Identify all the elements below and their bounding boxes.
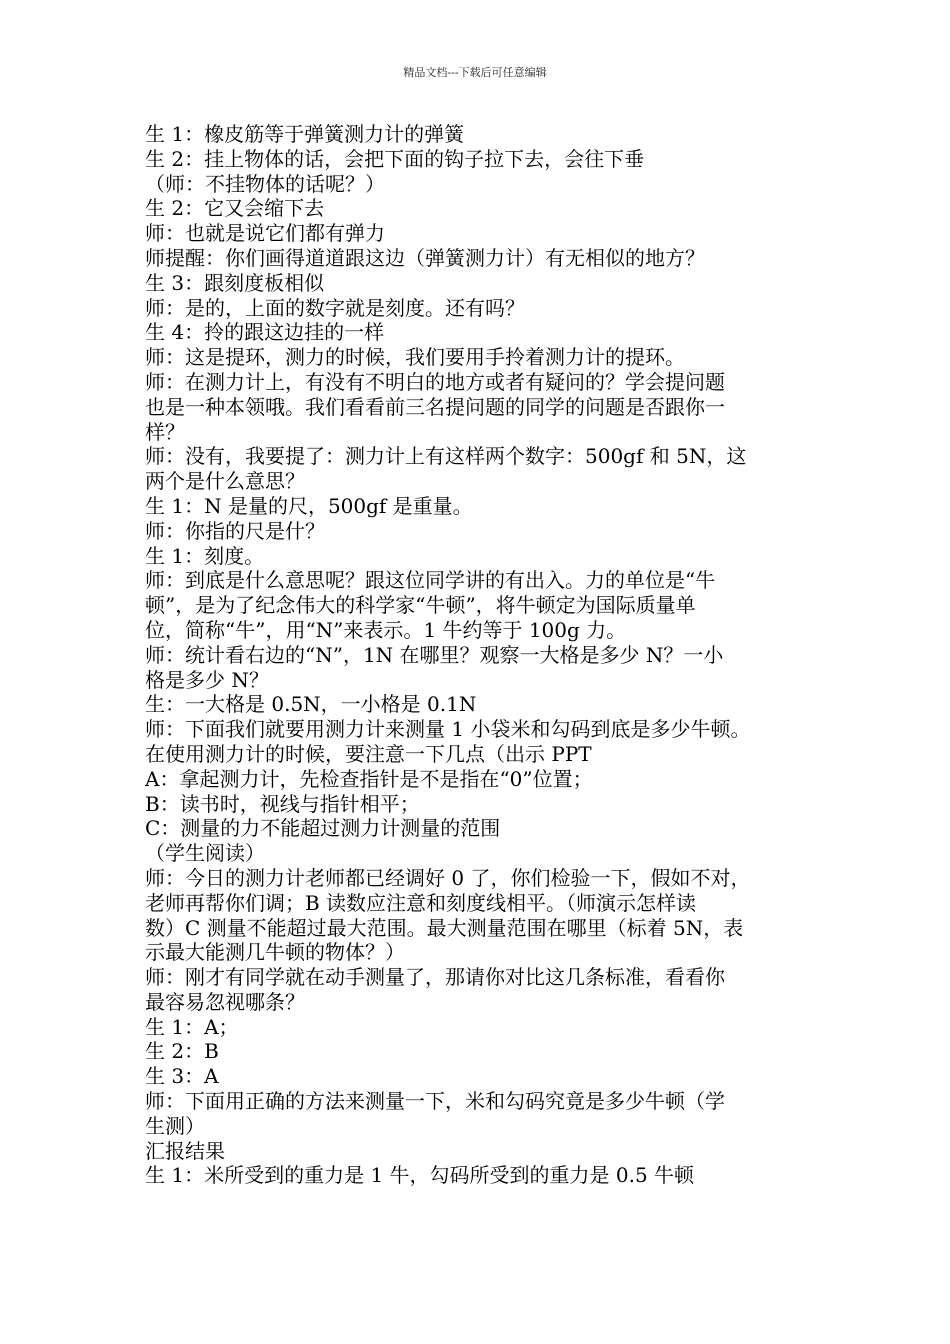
- text-line: 师：在测力计上，有没有不明白的地方或者有疑问的？学会提问题: [145, 369, 725, 394]
- text-line: 生测）: [145, 1113, 205, 1138]
- text-line: 师：下面用正确的方法来测量一下，米和勾码究竟是多少牛顿（学: [145, 1089, 725, 1114]
- text-line: 生：一大格是 0.5N，一小格是 0.1N: [145, 692, 477, 717]
- text-line: 格是多少 N？: [145, 667, 269, 692]
- text-line: 师：到底是什么意思呢？跟这位同学讲的有出入。力的单位是“牛: [145, 568, 716, 593]
- text-line: （学生阅读）: [145, 841, 265, 866]
- text-line: 示最大能测几牛顿的物体？）: [145, 940, 405, 965]
- document-body: [145, 122, 805, 1188]
- text-line: 生 1：橡皮筋等于弹簧测力计的弹簧: [145, 122, 465, 146]
- text-line: 在使用测力计的时候，要注意一下几点（出示 PPT: [145, 741, 592, 766]
- text-line: A：拿起测力计，先检查指针是不是指在“0”位置；: [145, 766, 593, 791]
- text-line: 师：是的，上面的数字就是刻度。还有吗？: [145, 295, 525, 320]
- text-line: 师：你指的尺是什？: [145, 518, 325, 543]
- text-line: 汇报结果: [145, 1138, 225, 1163]
- text-line: 师提醒：你们画得道道跟这边（弹簧测力计）有无相似的地方？: [145, 245, 705, 270]
- text-line: 生 1：刻度。: [145, 543, 265, 568]
- text-line: 也是一种本领哦。我们看看前三名提问题的同学的问题是否跟你一: [145, 394, 725, 419]
- text-line: 数）C 测量不能超过最大范围。最大测量范围在哪里（标着 5N，表: [145, 915, 744, 940]
- text-line: 生 2：B: [145, 1039, 219, 1064]
- text-line: 师：今日的测力计老师都已经调好 0 了，你们检验一下，假如不对，: [145, 865, 751, 890]
- text-line: 两个是什么意思？: [145, 469, 305, 494]
- page-header: 精品文档---下载后可任意编辑: [403, 66, 547, 79]
- text-line: 生 3：跟刻度板相似: [145, 270, 325, 295]
- text-line: 顿”，是为了纪念伟大的科学家“牛顿”，将牛顿定为国际质量单: [145, 593, 696, 618]
- text-line: 师：也就是说它们都有弹力: [145, 221, 385, 246]
- text-line: 师：没有，我要提了：测力计上有这样两个数字：500gf 和 5N，这: [145, 444, 747, 469]
- text-line: 生 1：N 是量的尺，500gf 是重量。: [145, 493, 473, 518]
- text-line: 师：这是提环，测力的时候，我们要用手拎着测力计的提环。: [145, 345, 685, 370]
- text-line: C：测量的力不能超过测力计测量的范围: [145, 816, 501, 841]
- text-line: 老师再帮你们调；B 读数应注意和刻度线相平。（师演示怎样读: [145, 890, 697, 915]
- text-line: 样？: [145, 419, 185, 444]
- text-line: 生 1：A；: [145, 1014, 239, 1039]
- text-line: 生 2：它又会缩下去: [145, 196, 325, 221]
- text-line: 生 1：米所受到的重力是 1 牛，勾码所受到的重力是 0.5 牛顿: [145, 1163, 695, 1188]
- text-line: 最容易忽视哪条？: [145, 989, 305, 1014]
- text-line: 生 4：拎的跟这边挂的一样: [145, 320, 385, 345]
- text-line: 师：统计看右边的“N”，1N 在哪里？观察一大格是多少 N？一小: [145, 642, 724, 667]
- text-line: 生 3：A: [145, 1064, 219, 1089]
- text-line: 生 2：挂上物体的话，会把下面的钩子拉下去，会往下垂: [145, 146, 645, 171]
- text-line: 师：下面我们就要用测力计来测量 1 小袋米和勾码到底是多少牛顿。: [145, 717, 751, 742]
- text-line: B：读书时，视线与指针相平；: [145, 791, 420, 816]
- text-line: 师：刚才有同学就在动手测量了，那请你对比这几条标准，看看你: [145, 965, 725, 990]
- text-line: 位，简称“牛”，用“N”来表示。1 牛约等于 100g 力。: [145, 617, 627, 642]
- text-line: （师：不挂物体的话呢？）: [145, 171, 385, 196]
